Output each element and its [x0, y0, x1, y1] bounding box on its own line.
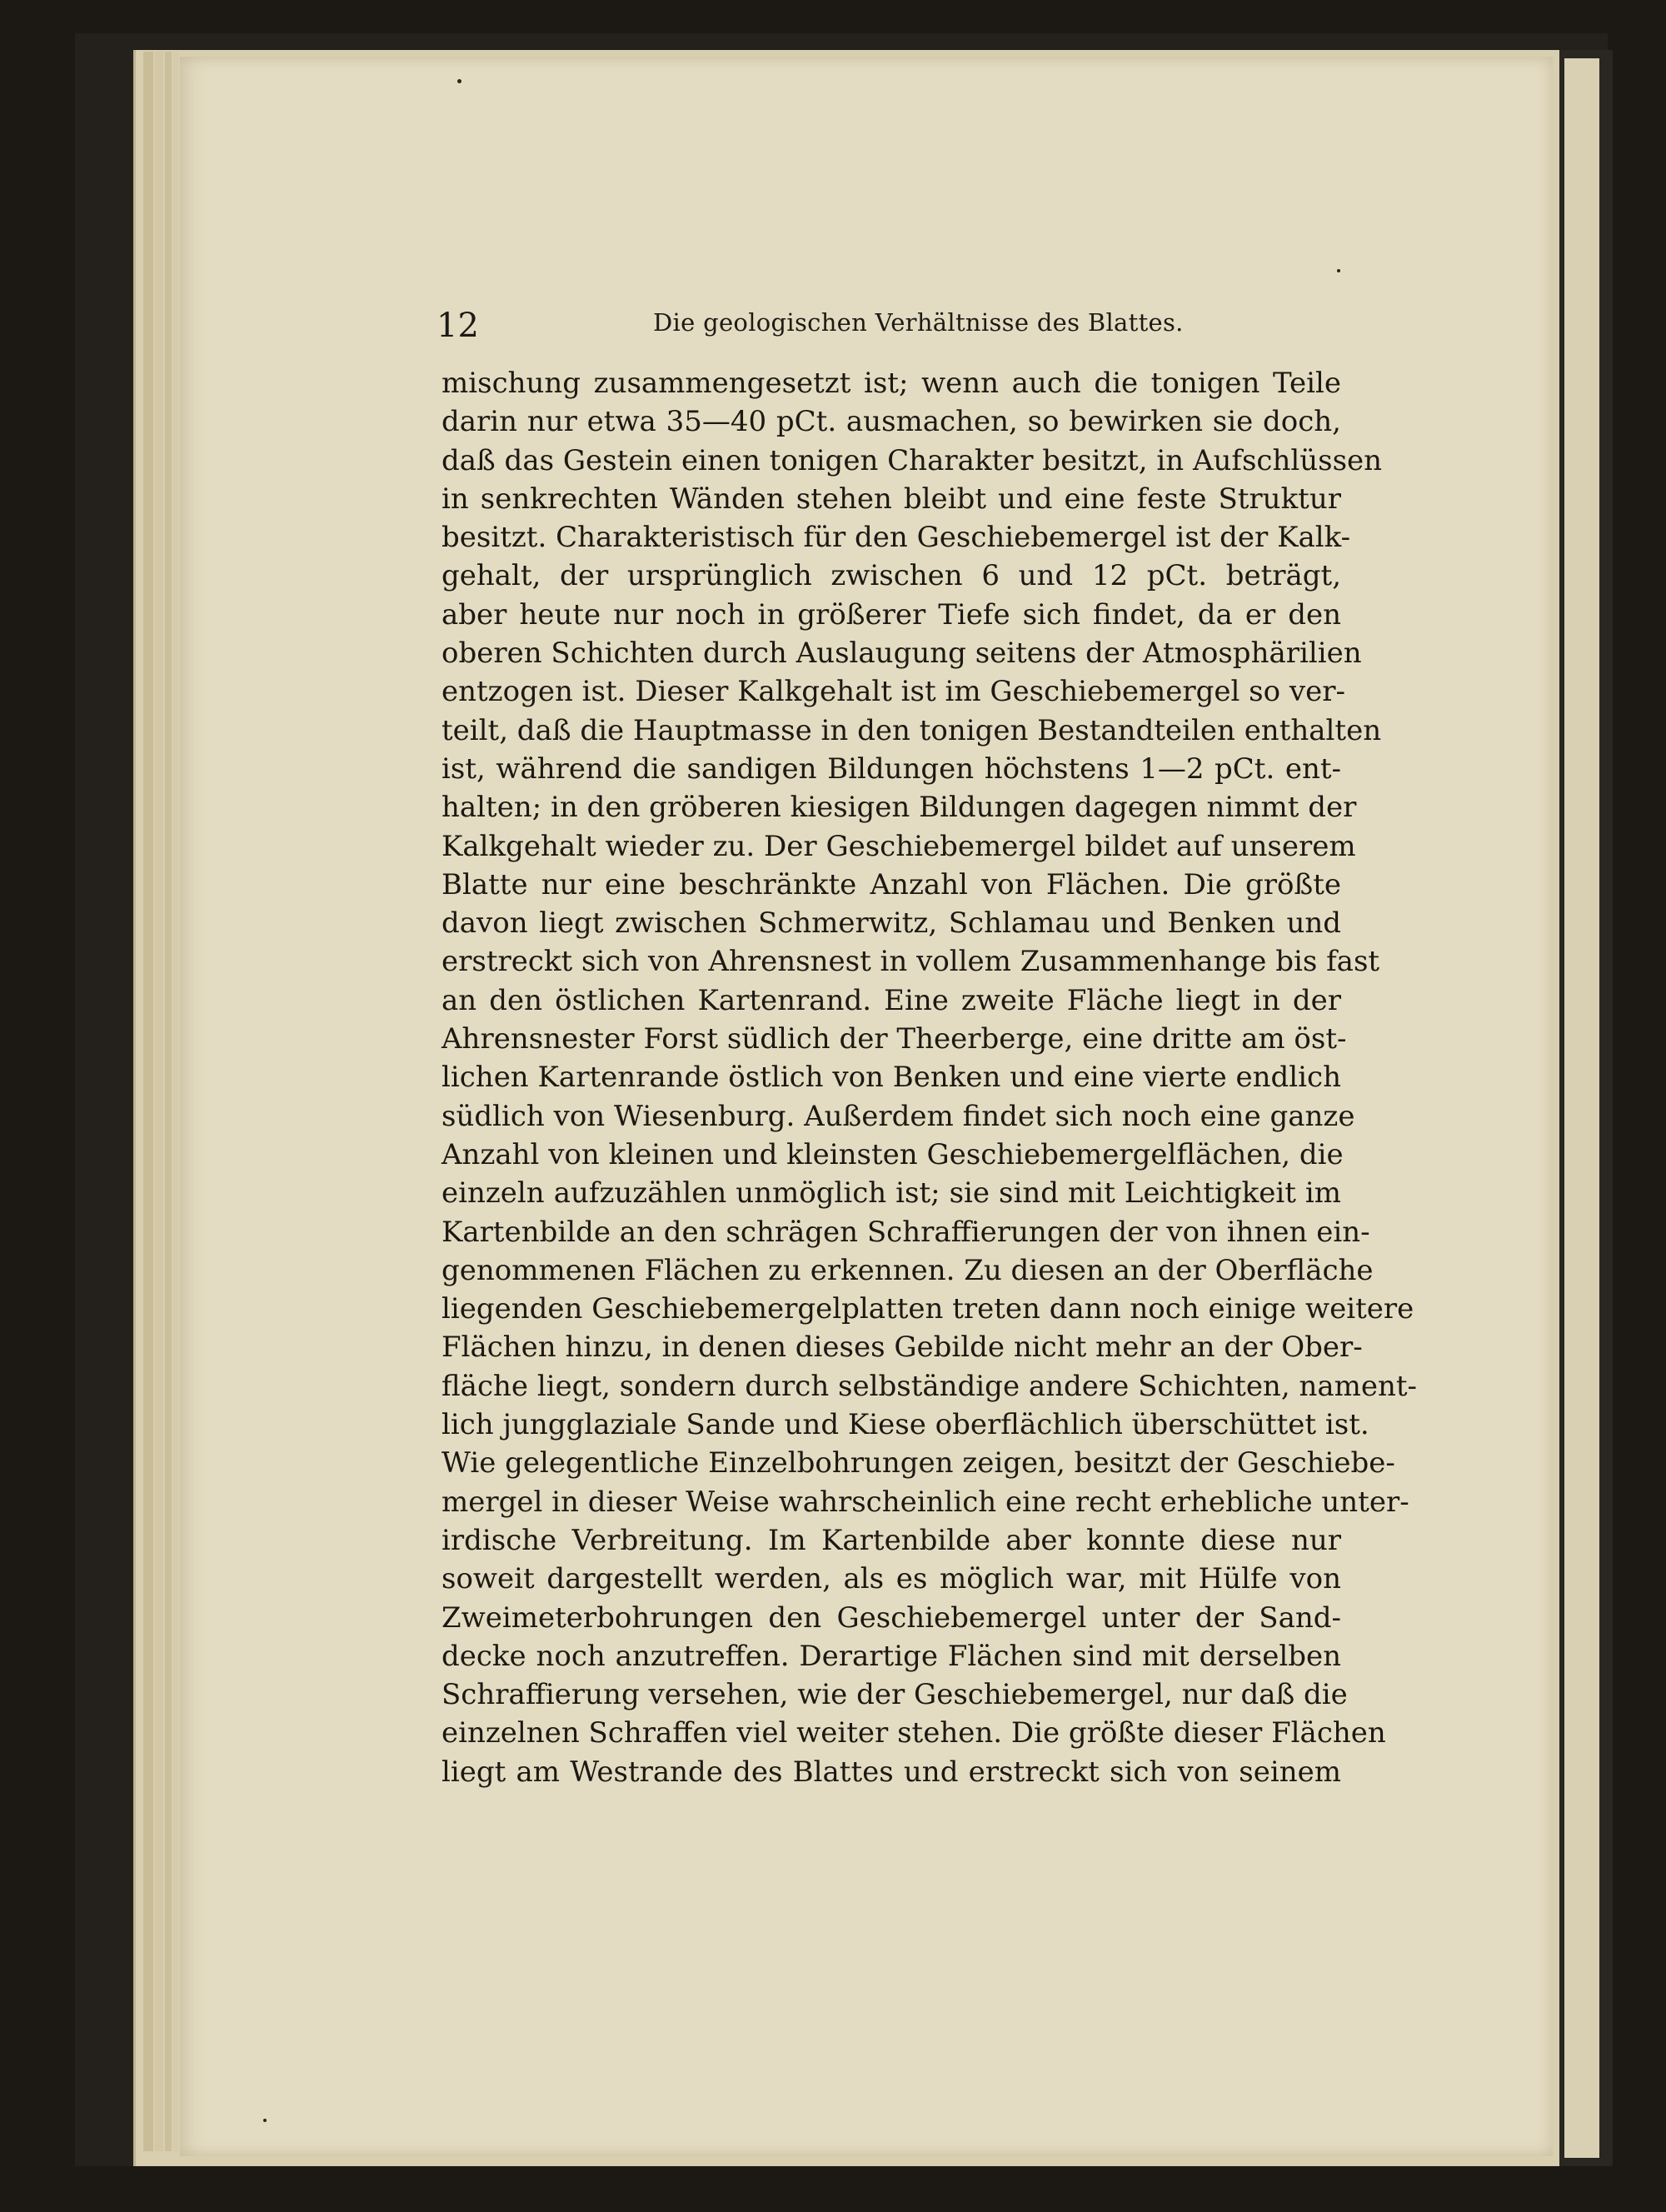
- text-line: Kalkgehalt wieder zu. Der Geschiebemergel bildet auf unserem: [441, 829, 1356, 863]
- text-line: südlich von Wiesenburg. Außerdem findet sich noch eine ganze: [441, 1099, 1355, 1133]
- body-text: [441, 364, 1418, 1791]
- paper-speck: [263, 2119, 267, 2122]
- text-line: Schraffierung versehen, wie der Geschiebemergel, nur daß die: [441, 1678, 1348, 1712]
- page-edge: [173, 52, 178, 2151]
- text-line: davon liegt zwischen Schmerwitz, Schlamau und Benken und: [441, 906, 1341, 941]
- text-line: decke noch anzutreffen. Derartige Flächen sind mit derselben: [441, 1639, 1341, 1673]
- text-line: halten; in den gröberen kiesigen Bildungen dagegen nimmt der: [441, 791, 1357, 825]
- text-line: Ahrensnester Forst südlich der Theerberge, eine dritte am öst-: [441, 1022, 1347, 1056]
- page-header: [436, 307, 1353, 348]
- text-line: besitzt. Charakteristisch für den Geschiebemergel ist der Kalk-: [441, 521, 1351, 555]
- text-line: Flächen hinzu, in denen dieses Gebilde nicht mehr an der Ober-: [441, 1331, 1363, 1365]
- text-line: Zweimeterbohrungen den Geschiebemergel unter der Sand-: [441, 1600, 1341, 1635]
- page-edge: [155, 52, 163, 2151]
- paper-speck: [457, 79, 461, 83]
- text-line: entzogen ist. Dieser Kalkgehalt ist im Geschiebemergel so ver-: [441, 675, 1345, 709]
- text-line: fläche liegt, sondern durch selbständige andere Schichten, nament-: [441, 1369, 1418, 1403]
- text-line: ist, während die sandigen Bildungen höchstens 1—2 pCt. ent-: [441, 751, 1341, 786]
- text-line: daß das Gestein einen tonigen Charakter besitzt, in Aufschlüssen: [441, 443, 1383, 477]
- text-line: aber heute nur noch in größerer Tiefe sich findet, da er den: [441, 597, 1341, 632]
- text-line: gehalt, der ursprünglich zwischen 6 und 12 pCt. beträgt,: [441, 559, 1341, 593]
- page-edge: [143, 52, 153, 2151]
- running-title: Die geologischen Verhältnisse des Blattes.: [653, 308, 1184, 337]
- text-line: Anzahl von kleinen und kleinsten Geschiebemergelflächen, die: [441, 1137, 1344, 1171]
- text-line: lich jungglaziale Sande und Kiese oberflächlich überschüttet ist.: [441, 1408, 1369, 1442]
- text-line: in senkrechten Wänden stehen bleibt und eine feste Struktur: [441, 482, 1341, 516]
- text-line: mergel in dieser Weise wahrscheinlich eine recht erhebliche unter-: [441, 1485, 1409, 1519]
- text-line: Kartenbilde an den schrägen Schraffierungen der von ihnen ein-: [441, 1215, 1370, 1249]
- text-line: soweit dargestellt werden, als es möglich war, mit Hülfe von: [441, 1562, 1341, 1596]
- text-line: liegenden Geschiebemergelplatten treten dann noch einige weitere: [441, 1292, 1414, 1326]
- text-line: irdische Verbreitung. Im Kartenbilde aber konnte diese nur: [441, 1523, 1341, 1557]
- page-number: 12: [436, 307, 479, 345]
- text-line: liegt am Westrande des Blattes und erstreckt sich von seinem: [441, 1755, 1341, 1789]
- text-line: genommenen Flächen zu erkennen. Zu diesen an der Oberfläche: [441, 1253, 1374, 1287]
- text-line: teilt, daß die Hauptmasse in den tonigen Bestandteilen enthalten: [441, 713, 1382, 747]
- facing-page-edge: [1564, 58, 1599, 2158]
- text-line: einzeln aufzuzählen unmöglich ist; sie sind mit Leichtigkeit im: [441, 1176, 1341, 1211]
- page-edge: [165, 52, 172, 2151]
- text-line: Wie gelegentliche Einzelbohrungen zeigen, besitzt der Geschiebe-: [441, 1446, 1395, 1480]
- text-line: oberen Schichten durch Auslaugung seitens der Atmosphärilien: [441, 637, 1362, 671]
- text-line: Blatte nur eine beschränkte Anzahl von Flächen. Die größte: [441, 867, 1341, 901]
- text-line: mischung zusammengesetzt ist; wenn auch die tonigen Teile: [441, 367, 1341, 400]
- text-line: erstreckt sich von Ahrensnest in vollem Zusammenhange bis fast: [441, 945, 1380, 979]
- text-line: lichen Kartenrande östlich von Benken und eine vierte endlich: [441, 1061, 1341, 1095]
- text-line: darin nur etwa 35—40 pCt. ausmachen, so bewirken sie doch,: [441, 405, 1341, 439]
- paper-speck: [1337, 269, 1340, 272]
- text-line: an den östlichen Kartenrand. Eine zweite Fläche liegt in der: [441, 983, 1341, 1017]
- text-line: einzelnen Schraffen viel weiter stehen. Die größte dieser Flächen: [441, 1716, 1386, 1750]
